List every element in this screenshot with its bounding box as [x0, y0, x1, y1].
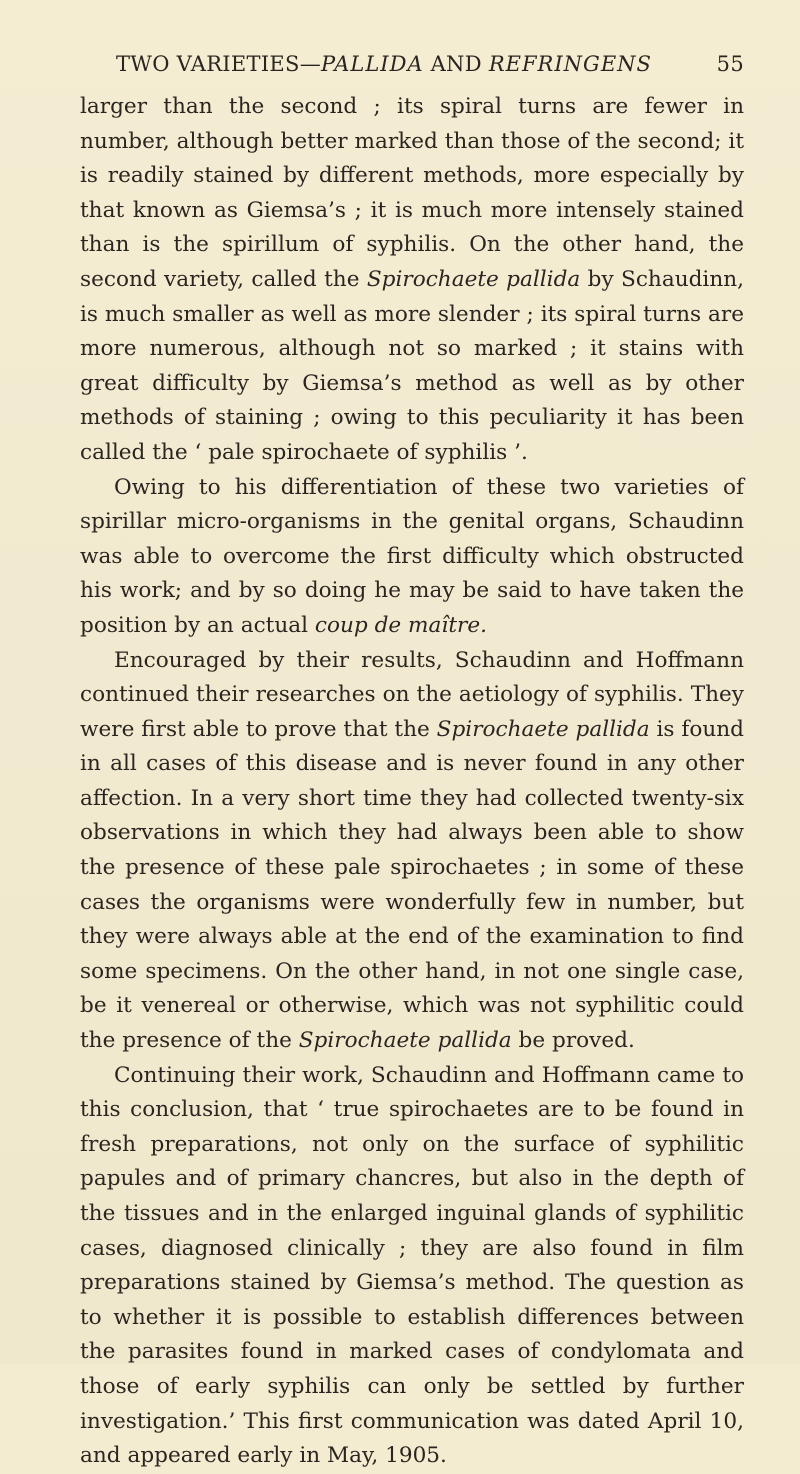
paragraph-1-text-2: by Schaudinn, is much smaller as well as more slender ; its spiral turns are more numerous, although not so marked ; it stains with great difficulty by Giemsa’s method as well as by other methods of staining ; owing to this peculiarity it has been called the ‘ pale spirochaete of syphilis ’. — [80, 266, 745, 465]
paragraph-1-italic-1: Spirochaete pallida — [366, 266, 581, 292]
paragraph-3-text-3: be proved. — [511, 1028, 635, 1054]
paragraph-3-text-2: is found in all cases of this disease and is never found in any other affection. In a very short time they had collected twenty-six observations in which they had always been able to show the presence of these pale spirochaetes ; in some of these cases the organisms were wonderfully few in number, but they were always able at the end of the examination to find some specimens. On the other hand, in not one single case, be it venereal or otherwise, which was not syphilitic could the presence of the — [80, 716, 744, 1054]
paragraph-4-text-1: Continuing their work, Schaudinn and Hoffmann came to this conclusion, that ‘ true spirochaetes are to be found in fresh preparations, not only on the surface of syphilitic papules and of primary chancres, but also in the depth of the tissues and in the enlarged inguinal glands of syphilitic cases, diagnosed clinically ; they are also found in film preparations stained by Giemsa’s method. The question as to whether it is possible to establish differences between the parasites found in marked cases of condylomata and those of early syphilis can only be settled by further investigation.’ This first communication was dated April 10, and appeared early in May, 1905. — [80, 1062, 744, 1469]
paragraph-3-text-1: Encouraged by their results, Schaudinn and Hoffmann continued their researches on the aetiology of syphilis. They were first able to prove that the — [80, 647, 744, 742]
running-title — [116, 52, 652, 76]
page-number: 55 — [716, 52, 744, 76]
paragraph-4 — [80, 1059, 744, 1474]
paragraph-2-text-1: Owing to his differentiation of these two varieties of spirillar micro-organisms in the genital organs, Schaudinn was able to overcome the first difficulty which obstructed his work; and by so doing he may be said to have taken the position by an actual — [80, 474, 744, 638]
paragraph-3-italic-2: Spirochaete pallida — [298, 1028, 512, 1054]
title-and: AND — [423, 52, 489, 76]
running-header — [116, 52, 744, 86]
title-italic-refringens: REFRINGENS — [488, 52, 652, 76]
title-prefix: TWO VARIETIES— — [116, 52, 322, 76]
body-text — [80, 90, 744, 1474]
paragraph-3-italic-1: Spirochaete pallida — [436, 716, 650, 742]
paragraph-3 — [80, 644, 744, 1059]
paragraph-2-italic-1: coup de maître. — [314, 612, 487, 638]
title-italic-pallida: PALLIDA — [321, 52, 424, 76]
paragraph-2 — [80, 471, 744, 644]
paragraph-1-text-1: larger than the second ; its spiral turns are fewer in number, although better marked than those of the second; it is readily stained by different methods, more especially by that known as Giemsa’s ; it is much more intensely stained than is the spirillum of syphilis. On the other hand, the second variety, called the — [80, 94, 744, 292]
paragraph-1 — [80, 90, 744, 471]
